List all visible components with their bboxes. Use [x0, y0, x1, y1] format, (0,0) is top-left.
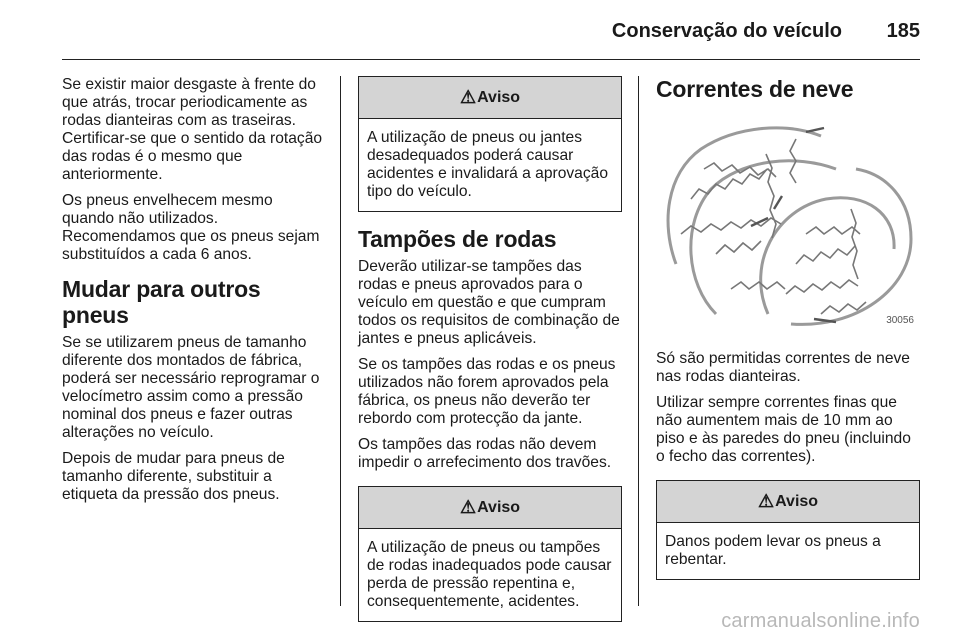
column-divider-right	[638, 76, 639, 606]
snow-chains-figure	[656, 114, 918, 332]
snow-chains-illustration	[656, 114, 918, 332]
column-3	[656, 76, 920, 594]
warning-box-covers	[358, 486, 622, 622]
warning-box-tyres	[358, 76, 622, 212]
page-number: 185	[886, 20, 920, 42]
paragraph-covers-cooling: Os tampões das rodas não devem impedir o arrefecimento dos travões.	[358, 436, 612, 471]
paragraph-aging: Os pneus envelhecem mesmo quando não utilizados. Recomendamos que os pneus sejam substituídos a cada 6 anos.	[62, 192, 320, 263]
paragraph-rotation: Se existir maior desgaste à frente do que atrás, trocar periodicamente as rodas dianteiras com as traseiras. Certificar-se que o sentido da rotação das rodas é o mesmo que anteriormente.	[62, 76, 323, 183]
warning-body	[359, 529, 621, 621]
paragraph-thin-chains: Utilizar sempre correntes finas que não aumentem mais de 10 mm ao piso e às paredes do pneu (incluindo o fecho das correntes).	[656, 394, 911, 465]
warning-box-chains	[656, 480, 920, 580]
warning-icon: ⚠	[459, 497, 477, 517]
warning-label: Aviso	[775, 492, 819, 510]
column-2	[358, 76, 622, 636]
warning-header	[359, 487, 621, 529]
warning-icon: ⚠	[757, 491, 775, 511]
warning-text: A utilização de pneus ou tampões de rodas inadequados pode causar perda de pressão repentina e, consequentemente, acidentes.	[367, 539, 612, 610]
warning-header	[657, 481, 919, 523]
warning-header	[359, 77, 621, 119]
paragraph-pressure-label: Depois de mudar para pneus de tamanho diferente, substituir a etiqueta da pressão dos pneus.	[62, 450, 285, 503]
figure-code: 30056	[886, 315, 914, 326]
column-1	[62, 76, 328, 512]
warning-text: Danos podem levar os pneus a rebentar.	[665, 533, 881, 568]
header-rule	[62, 59, 920, 60]
heading-changing-tyres: Mudar para outros pneus	[62, 276, 261, 328]
warning-icon: ⚠	[459, 87, 477, 107]
warning-text: A utilização de pneus ou jantes desadequados poderá causar acidentes e invalidará a aprovação tipo do veículo.	[367, 129, 608, 200]
warning-label: Aviso	[477, 498, 521, 516]
paragraph-covers-rim: Se os tampões das rodas e os pneus utilizados não forem aprovados pela fábrica, os pneus não deverão ter rebordo com protecção da jante.	[358, 356, 616, 427]
warning-body	[657, 523, 919, 579]
warning-label: Aviso	[477, 88, 521, 106]
heading-snow-chains: Correntes de neve	[656, 76, 854, 102]
watermark: carmanualsonline.info	[721, 610, 920, 632]
header-title: Conservação do veículo	[611, 20, 842, 42]
paragraph-front-wheels: Só são permitidas correntes de neve nas rodas dianteiras.	[656, 350, 910, 385]
heading-wheel-covers: Tampões de rodas	[358, 226, 557, 252]
paragraph-covers-approved: Deverão utilizar-se tampões das rodas e pneus aprovados para o veículo em questão e que cumpram todos os requisitos de combinação de jantes e pneus aplicáveis.	[358, 258, 620, 347]
column-divider-left	[340, 76, 341, 606]
paragraph-different-size: Se se utilizarem pneus de tamanho diferente dos montados de fábrica, poderá ser necessário reprogramar o velocímetro assim como a pressão nominal dos pneus e fazer outras alterações no veículo.	[62, 334, 320, 441]
warning-body	[359, 119, 621, 211]
